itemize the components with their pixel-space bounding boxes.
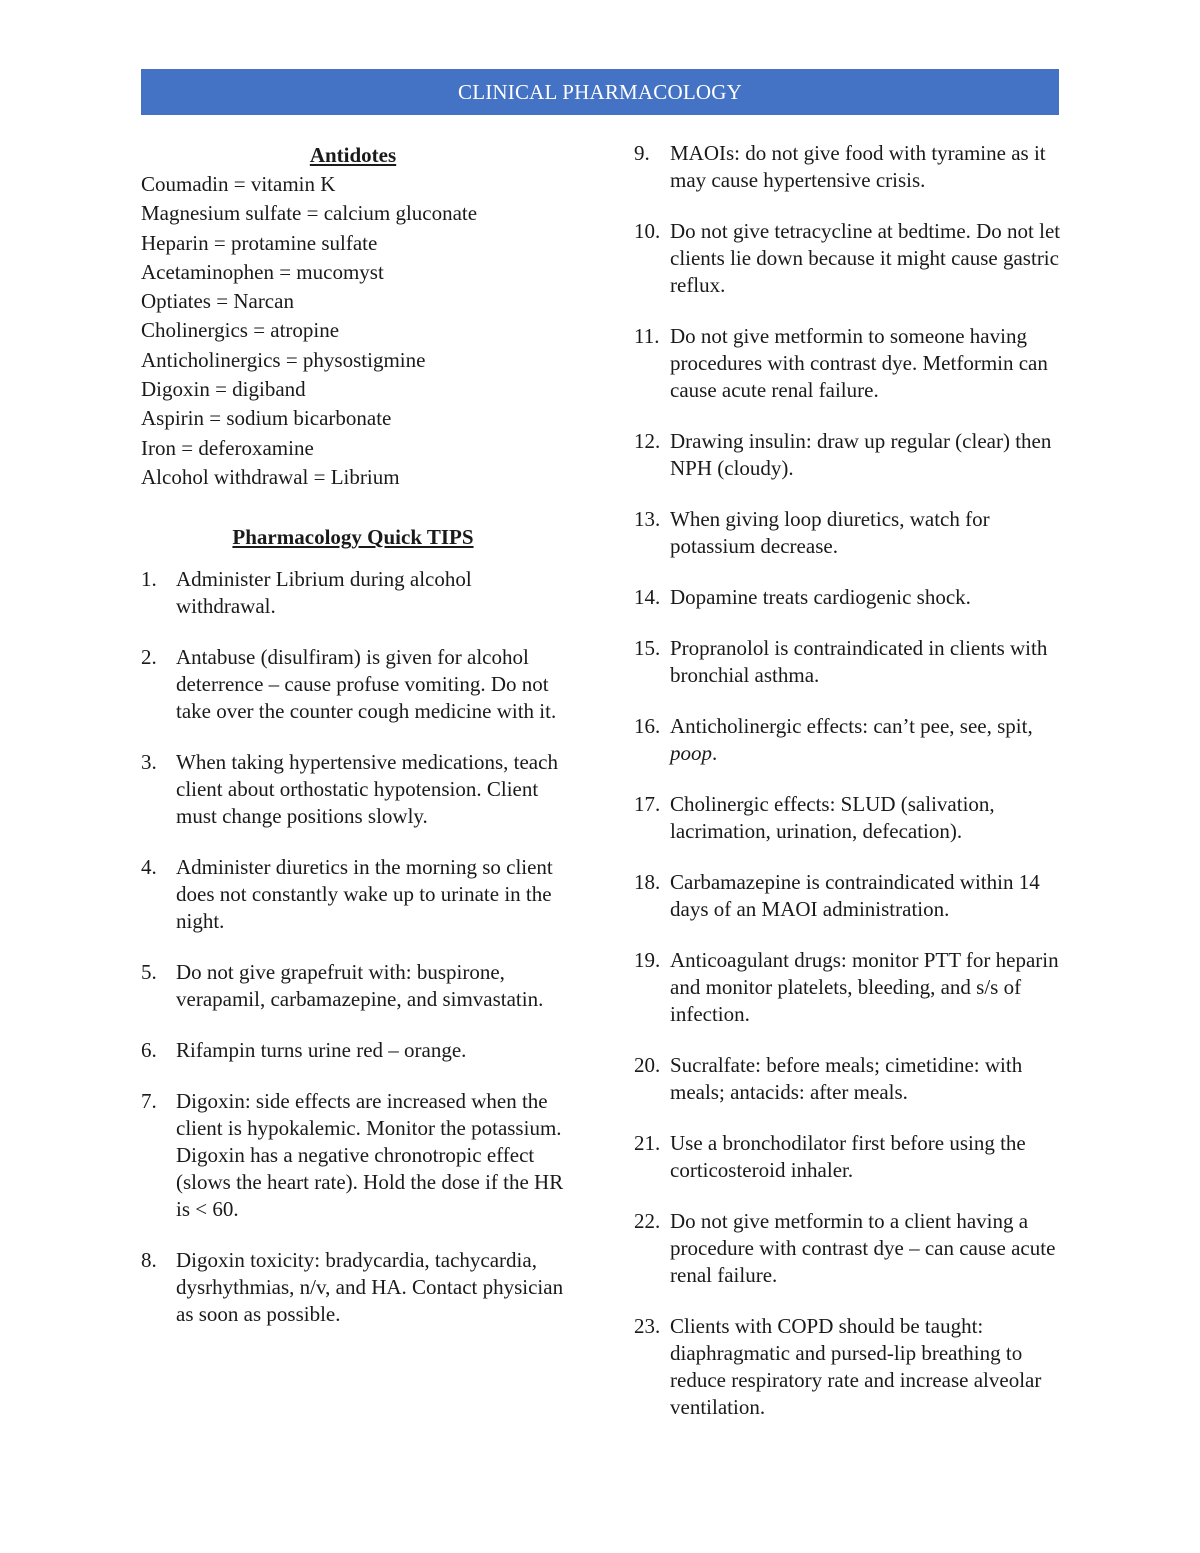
tip-text: Clients with COPD should be taught: diaphragmatic and pursed-lip breathing to reduce respiratory rate and increase alveolar ventilation.	[670, 1314, 1042, 1419]
tips-list-right	[634, 140, 1074, 1421]
tip-text: Do not give grapefruit with: buspirone, verapamil, carbamazepine, and simvastatin.	[176, 960, 544, 1012]
tip-text: Digoxin: side effects are increased when the client is hypokalemic. Monitor the potassium. Digoxin has a negative chronotropic effect (slows the heart rate). Hold the dose if the HR is < 60.	[176, 1089, 564, 1222]
tips-section	[141, 522, 571, 552]
antidote-item: Aspirin = sodium bicarbonate	[141, 406, 392, 431]
tip-text: Dopamine treats cardiogenic shock.	[670, 585, 971, 609]
antidotes-list	[141, 170, 571, 492]
tip-item	[634, 1052, 1074, 1106]
tip-item	[634, 140, 1074, 194]
tip-item	[634, 584, 1074, 611]
tip-number: 6.	[141, 1038, 157, 1063]
antidotes-heading: Antidotes	[309, 143, 397, 167]
tip-item	[141, 749, 571, 830]
tip-number: 7.	[141, 1089, 157, 1114]
tip-text-after: .	[712, 741, 718, 765]
tip-text: Do not give metformin to a client having a procedure with contrast dye – can cause acute renal failure.	[670, 1209, 1056, 1287]
right-column	[634, 140, 1074, 1445]
tip-text: When taking hypertensive medications, teach client about orthostatic hypotension. Client must change positions slowly.	[176, 750, 558, 829]
tip-item	[634, 323, 1074, 404]
antidote-item: Cholinergics = atropine	[141, 318, 340, 343]
tip-item	[141, 566, 571, 620]
tip-number: 12.	[634, 429, 661, 453]
tip-text: Propranolol is contraindicated in clients with bronchial asthma.	[670, 636, 1048, 687]
tip-item	[141, 644, 571, 725]
antidote-item: Iron = deferoxamine	[141, 435, 314, 460]
tip-number: 2.	[141, 645, 157, 670]
tip-number: 5.	[141, 960, 157, 985]
tip-text: Drawing insulin: draw up regular (clear) then NPH (cloudy).	[670, 429, 1052, 480]
tip-number: 4.	[141, 855, 157, 880]
tip-item	[141, 1088, 571, 1223]
tips-list-left	[141, 566, 571, 1328]
tip-number: 9.	[634, 141, 650, 165]
tips-heading: Pharmacology Quick TIPS	[232, 525, 474, 550]
tip-text: Administer Librium during alcohol withdrawal.	[176, 567, 472, 619]
tip-text: When giving loop diuretics, watch for potassium decrease.	[670, 507, 990, 558]
tip-text: Sucralfate: before meals; cimetidine: with meals; antacids: after meals.	[670, 1053, 1023, 1104]
tip-item	[634, 1130, 1074, 1184]
tip-item	[634, 791, 1074, 845]
tip-text: Do not give metformin to someone having procedures with contrast dye. Metformin can cause acute renal failure.	[670, 324, 1048, 402]
tip-number: 10.	[634, 219, 661, 243]
tip-item	[634, 947, 1074, 1028]
tip-number: 22.	[634, 1209, 661, 1233]
page-title-banner	[141, 69, 1059, 115]
antidote-item: Coumadin = vitamin K	[141, 172, 336, 196]
tip-text: Administer diuretics in the morning so client does not constantly wake up to urinate in the night.	[176, 855, 553, 934]
tip-item	[141, 1247, 571, 1328]
tip-text-emphasis: poop	[670, 741, 712, 765]
tip-item	[141, 959, 571, 1013]
tip-item	[141, 854, 571, 935]
tip-text-before: Anticholinergic effects: can’t pee, see, spit,	[670, 714, 1033, 738]
tip-item	[141, 1037, 571, 1064]
tip-text: Rifampin turns urine red – orange.	[176, 1038, 467, 1063]
tip-number: 3.	[141, 750, 157, 775]
antidote-item: Heparin = protamine sulfate	[141, 230, 378, 255]
antidote-item: Magnesium sulfate = calcium gluconate	[141, 201, 478, 226]
tip-number: 13.	[634, 507, 661, 531]
tip-text: Use a bronchodilator first before using the corticosteroid inhaler.	[670, 1131, 1026, 1182]
tip-text: Antabuse (disulfiram) is given for alcohol deterrence – cause profuse vomiting. Do not take over the counter cough medicine with it.	[176, 645, 557, 724]
antidote-item: Anticholinergics = physostigmine	[141, 347, 426, 372]
tip-item	[634, 506, 1074, 560]
tip-number: 19.	[634, 948, 661, 972]
tip-number: 18.	[634, 870, 661, 894]
antidote-item: Optiates = Narcan	[141, 289, 294, 314]
tip-item	[634, 428, 1074, 482]
antidote-item: Acetaminophen = mucomyst	[141, 259, 384, 284]
tip-number: 21.	[634, 1131, 661, 1155]
tip-text: MAOIs: do not give food with tyramine as it may cause hypertensive crisis.	[670, 141, 1046, 192]
tip-item	[634, 1313, 1074, 1421]
tip-item	[634, 713, 1074, 767]
tip-text: Digoxin toxicity: bradycardia, tachycardia, dysrhythmias, n/v, and HA. Contact physician as soon as possible.	[176, 1248, 564, 1327]
antidote-item: Alcohol withdrawal = Librium	[141, 464, 400, 489]
tip-number: 15.	[634, 636, 661, 660]
tip-text: Do not give tetracycline at bedtime. Do not let clients lie down because it might cause gastric reflux.	[670, 219, 1061, 297]
left-column	[141, 140, 571, 1352]
tip-number: 17.	[634, 792, 661, 816]
page-title: CLINICAL PHARMACOLOGY	[457, 79, 742, 104]
tip-number: 1.	[141, 567, 157, 592]
tip-number: 11.	[634, 324, 660, 348]
tip-number: 23.	[634, 1314, 661, 1338]
tip-number: 20.	[634, 1053, 661, 1077]
tip-text: Anticoagulant drugs: monitor PTT for heparin and monitor platelets, bleeding, and s/s of infection.	[670, 948, 1059, 1026]
tip-item	[634, 869, 1074, 923]
tip-number: 8.	[141, 1248, 157, 1273]
tip-text: Carbamazepine is contraindicated within 14 days of an MAOI administration.	[670, 870, 1040, 921]
tip-item	[634, 218, 1074, 299]
tip-item	[634, 635, 1074, 689]
tip-number: 14.	[634, 585, 661, 609]
tip-text: Cholinergic effects: SLUD (salivation, lacrimation, urination, defecation).	[670, 792, 995, 843]
tip-item	[634, 1208, 1074, 1289]
antidote-item: Digoxin = digiband	[141, 377, 306, 402]
tip-number: 16.	[634, 714, 661, 738]
